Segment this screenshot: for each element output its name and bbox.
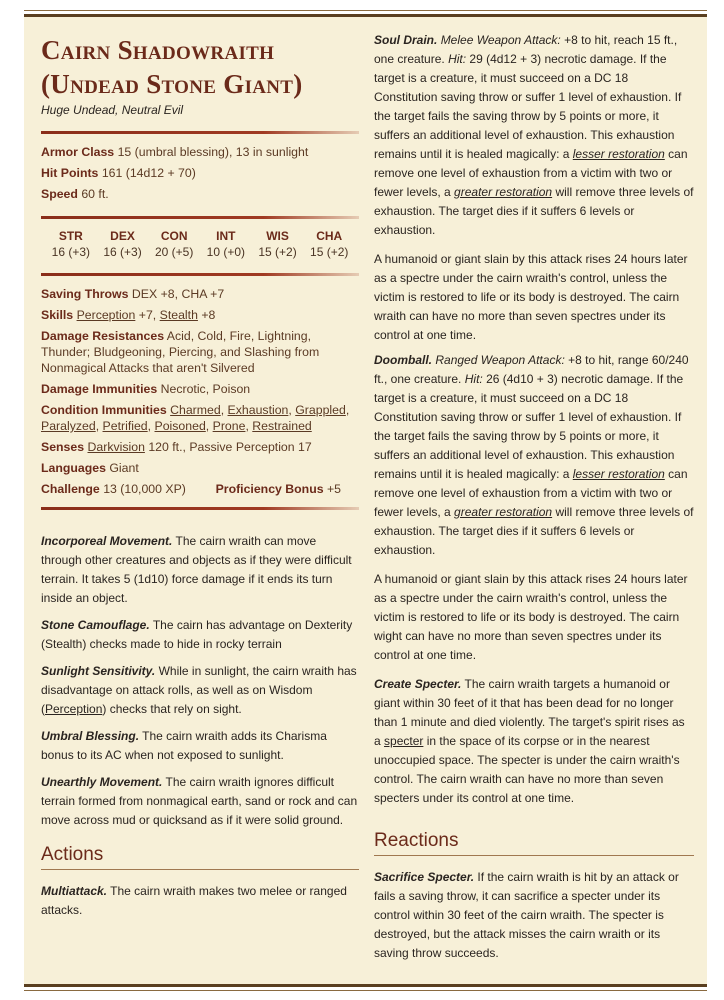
action-text: 26 (4d10 + 3) necrotic damage. If the target is a creature, it must succeed on a DC 18 Constitution saving throw or suffer 1 level of exhaustion. If the target fails the saving throw by 5 points or more, it suffers an additional level of exhaustion. This exhaustion remains until it is healed magically: a <box>374 372 684 481</box>
trait-text: The cairn has advantage on Dexterity (Stealth) checks made to hide in rocky terrain <box>41 618 353 651</box>
trait-name: Stone Camouflage. <box>41 618 150 632</box>
perception-link[interactable]: Perception <box>45 702 103 716</box>
hit-label: Hit: <box>464 372 483 386</box>
ability-name: INT <box>216 229 236 243</box>
damage-resistances <box>41 328 359 376</box>
skill-bonus: +7, <box>138 308 157 322</box>
monster-name-line1: Cairn Shadowraith <box>41 35 275 65</box>
challenge-value: 13 (10,000 XP) <box>103 482 186 496</box>
reaction-name: Sacrifice Specter. <box>374 870 475 884</box>
monster-name <box>41 33 359 101</box>
condition-link[interactable]: Exhaustion <box>227 403 289 417</box>
challenge <box>41 481 186 497</box>
hit-label: Hit: <box>448 52 467 66</box>
skill-link-perception[interactable]: Perception <box>76 308 136 322</box>
divider <box>41 131 359 134</box>
ability-scores <box>41 229 359 259</box>
proficiency <box>216 481 341 497</box>
action-create-specter <box>374 675 694 808</box>
right-column <box>374 31 694 969</box>
languages-value: Giant <box>109 461 139 475</box>
divider <box>41 216 359 219</box>
divider <box>41 507 359 510</box>
action-multiattack <box>41 882 359 920</box>
speed-value: 60 ft. <box>81 187 109 201</box>
ability-dex <box>97 229 149 259</box>
languages <box>41 460 359 476</box>
ability-cha <box>303 229 355 259</box>
saving-throws <box>41 286 359 302</box>
action-text: 29 (4d12 + 3) necrotic damage. If the target is a creature, it must succeed on a DC 18 Constitution saving throw or suffer 1 level of exhaustion. If the target fails the saving throw by 5 points or more, it suffers an additional level of exhaustion. This exhaustion remains until it is healed magically: a <box>374 52 682 161</box>
lesser-restoration-link[interactable]: lesser restoration <box>572 147 665 161</box>
ability-name: CHA <box>316 229 343 243</box>
saving-throws-value: DEX +8, CHA +7 <box>131 287 225 301</box>
ability-name: DEX <box>110 229 135 243</box>
reaction-sacrifice-specter <box>374 868 694 963</box>
hit-points-value: 161 (14d12 + 70) <box>101 166 196 180</box>
armor-class-label: Armor Class <box>41 145 115 159</box>
languages-label: Languages <box>41 461 106 475</box>
condition-link[interactable]: Paralyzed <box>41 419 96 433</box>
condition-immunities: Condition Immunities Charmed, Exhaustion, Grappled, Paralyzed, Petrified, Poisoned, Prone, Restrained <box>41 403 350 433</box>
speed <box>41 186 359 202</box>
actions-heading: Actions <box>41 844 359 870</box>
ability-value: 15 (+2) <box>258 245 297 259</box>
ability-name: STR <box>58 229 83 243</box>
trait-text: The cairn wraith ignores difficult terrain formed from nonmagical earth, sand or rock and can move across mud or quicksand as if it were solid ground. <box>41 775 358 827</box>
action-name: Doomball. <box>374 353 433 367</box>
damage-resistances-label: Damage Resistances <box>41 329 165 343</box>
armor-class <box>41 144 359 160</box>
condition-link[interactable]: Charmed <box>170 403 221 417</box>
specter-link[interactable]: specter <box>384 734 424 748</box>
trait-text: ) checks that rely on sight. <box>102 702 242 716</box>
action-text: The cairn wraith targets a humanoid or giant within 30 feet of it that has been dead for no longer than 1 minute and died violently. The target's spirit rises as a <box>374 677 685 748</box>
darkvision-link[interactable]: Darkvision <box>87 440 145 454</box>
greater-restoration-link[interactable]: greater restoration <box>454 185 553 199</box>
action-text: +8 to hit, reach 15 ft., one creature. <box>374 33 678 66</box>
attack-type: Melee Weapon Attack: <box>440 33 561 47</box>
saving-throws-label: Saving Throws <box>41 287 129 301</box>
trait-name: Incorporeal Movement. <box>41 534 173 548</box>
lesser-restoration-link[interactable]: lesser restoration <box>572 467 665 481</box>
ability-con <box>148 229 200 259</box>
ability-value: 10 (+0) <box>206 245 246 259</box>
skills <box>41 307 359 323</box>
senses <box>41 439 359 455</box>
action-name: Multiattack. <box>41 884 108 898</box>
senses-label: Senses <box>41 440 85 454</box>
ability-str <box>45 229 97 259</box>
trait-incorporeal-movement <box>41 532 359 608</box>
greater-restoration-link[interactable]: greater restoration <box>454 505 553 519</box>
damage-resistances-value: Acid, Cold, Fire, Lightning, Thunder; Bludgeoning, Piercing, and Slashing from Nonmagical Attacks that aren't Silvered <box>41 329 320 375</box>
trait-stone-camouflage <box>41 616 359 654</box>
action-text: can remove one level of exhaustion from a victim with two or fewer levels, a <box>374 147 688 199</box>
hit-points-label: Hit Points <box>41 166 99 180</box>
ability-int <box>200 229 252 259</box>
action-text: in the space of its corpse or in the nearest unoccupied space. The specter is under the cairn wraith's control. The cairn wraith can have no more than seven specters under its control at one time. <box>374 734 680 805</box>
skill-link-stealth[interactable]: Stealth <box>159 308 198 322</box>
trait-name: Umbral Blessing. <box>41 729 140 743</box>
ability-name: WIS <box>266 229 289 243</box>
action-text: will remove three levels of exhaustion. The target dies if it suffers 6 levels or exhaustion. <box>374 505 694 557</box>
proficiency-label: Proficiency Bonus <box>215 482 324 496</box>
armor-class-value: 15 (umbral blessing), 13 in sunlight <box>117 145 309 159</box>
reactions-heading: Reactions <box>374 830 694 856</box>
ability-value: 15 (+2) <box>310 245 349 259</box>
ability-wis <box>252 229 304 259</box>
condition-link[interactable]: Poisoned <box>154 419 206 433</box>
ability-value: 20 (+5) <box>155 245 194 259</box>
challenge-row <box>41 481 359 497</box>
damage-immunities-value: Necrotic, Poison <box>160 382 251 396</box>
trait-unearthly-movement <box>41 773 359 830</box>
condition-link[interactable]: Restrained <box>252 419 312 433</box>
left-column <box>41 33 359 928</box>
ability-value: 16 (+3) <box>103 245 142 259</box>
reaction-text: If the cairn wraith is hit by an attack or fails a saving throw, it can sacrifice a specter under its control within 30 feet of the cairn wraith. The specter is destroyed, but the attack misses the cairn wraith or its saving throw succeeds. <box>374 870 679 960</box>
hit-points <box>41 165 359 181</box>
challenge-label: Challenge <box>41 482 100 496</box>
stat-block-page <box>24 14 707 987</box>
divider <box>41 273 359 276</box>
monster-name-line2: (Undead Stone Giant) <box>41 69 303 99</box>
action-soul-drain <box>374 31 694 240</box>
speed-label: Speed <box>41 187 78 201</box>
doomball-rider: A humanoid or giant slain by this attack rises 24 hours later as a spectre under the cairn wraith's control, unless the victim is restored to life or its body is destroyed. The cairn wight can have no more than seven spectres under its control at one time. <box>374 572 688 662</box>
damage-immunities <box>41 381 359 397</box>
soul-drain-rider: A humanoid or giant slain by this attack rises 24 hours later as a spectre under the cairn wraith's control, unless the victim is restored to life or its body is destroyed. The cairn wraith can have no more than seven spectres under its control at one time. <box>374 252 688 342</box>
condition-link[interactable]: Prone <box>212 419 246 433</box>
attack-type: Ranged Weapon Attack: <box>435 353 565 367</box>
trait-sunlight-sensitivity <box>41 662 359 719</box>
damage-immunities-label: Damage Immunities <box>41 382 158 396</box>
condition-immunities-label: Condition Immunities <box>41 403 167 417</box>
skill-bonus: +8 <box>201 308 216 322</box>
action-text: +8 to hit, range 60/240 ft., one creature. <box>374 353 689 386</box>
trait-text: While in sunlight, the cairn wraith has disadvantage on attack rolls, as well as on Wisdom ( <box>41 664 357 716</box>
trait-umbral-blessing <box>41 727 359 765</box>
ability-name: CON <box>160 229 188 243</box>
trait-name: Unearthly Movement. <box>41 775 163 789</box>
action-doomball <box>374 351 694 560</box>
proficiency-value: +5 <box>326 482 341 496</box>
monster-type: Huge Undead, Neutral Evil <box>41 103 184 117</box>
action-text: The cairn wraith makes two melee or ranged attacks. <box>41 884 347 917</box>
trait-name: Sunlight Sensitivity. <box>41 664 156 678</box>
ability-value: 16 (+3) <box>51 245 91 259</box>
skills-label: Skills <box>41 308 74 322</box>
trait-text: The cairn wraith can move through other creatures and objects as if they were difficult terrain. It takes 5 (1d10) force damage if it ends its turn inside an object. <box>41 534 352 605</box>
action-text: can remove one level of exhaustion from a victim with two or fewer levels, a <box>374 467 688 519</box>
action-name: Soul Drain. <box>374 33 438 47</box>
action-name: Create Specter. <box>374 677 462 691</box>
trait-text: The cairn wraith adds its Charisma bonus to its AC when not exposed to sunlight. <box>41 729 327 762</box>
senses-value: 120 ft., Passive Perception 17 <box>148 440 312 454</box>
condition-link[interactable]: Petrified <box>102 419 148 433</box>
condition-link[interactable]: Grappled <box>295 403 346 417</box>
action-text: will remove three levels of exhaustion. The target dies if it suffers 6 levels or exhaustion. <box>374 185 694 237</box>
